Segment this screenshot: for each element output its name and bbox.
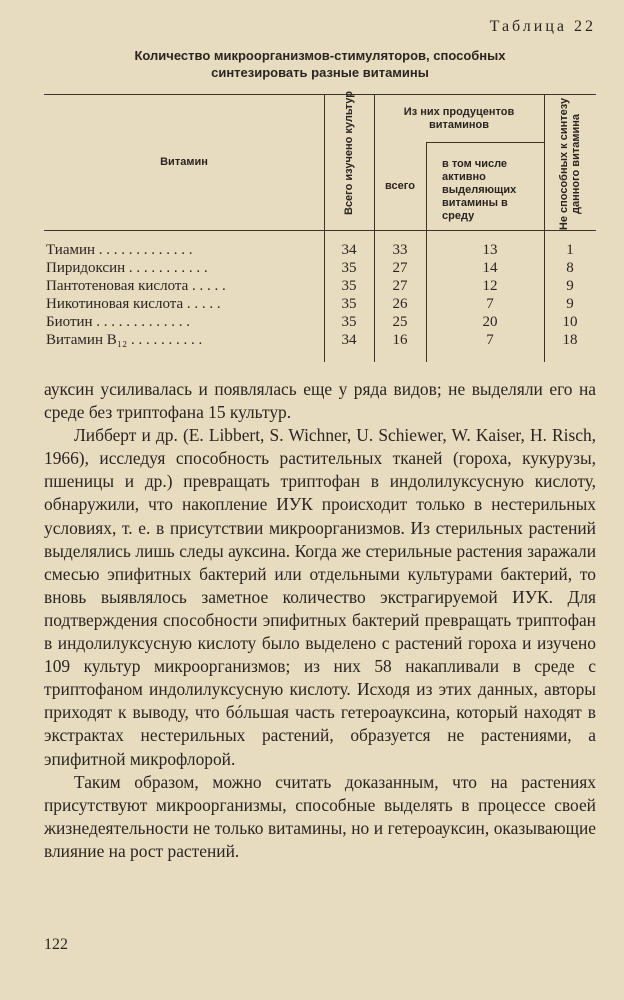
not-capable-value: 9 bbox=[566, 278, 574, 294]
not-capable-value: 8 bbox=[566, 260, 574, 276]
producers-value: 27 bbox=[392, 278, 408, 294]
total-value: 35 bbox=[341, 278, 357, 294]
vitamin-name: Тиамин . . . . . . . . . . . . . bbox=[46, 242, 193, 258]
table-title bbox=[80, 47, 560, 81]
table-row bbox=[44, 313, 596, 331]
col-header-vitamin: Витамин bbox=[160, 156, 208, 168]
active-value: 12 bbox=[482, 278, 498, 294]
body-text bbox=[44, 378, 596, 863]
col-header-producers: Из них продуцентов витаминов bbox=[403, 106, 515, 131]
table-title-line2: синтезировать разные витамины bbox=[211, 65, 429, 80]
active-value: 20 bbox=[482, 314, 498, 330]
total-value: 35 bbox=[341, 260, 357, 276]
vitamin-name: Витамин B₁₂ . . . . . . . . . . bbox=[46, 332, 203, 348]
active-value: 13 bbox=[482, 242, 498, 258]
paragraph: Либберт и др. (E. Libbert, S. Wichner, U. Schiewer, W. Kaiser, H. Risch, 1966), исследуя способность растительных тканей (гороха, кукурузы, пшеницы и др.) превращать триптофан в индолилуксусную кислоту, обнаружили, что накопление ИУК происходит только в нестерильных условиях, т. е. в присутствии микроорганизмов. Из стерильных растений выделялись лишь следы ауксина. Когда же стерильные растения заражали смесью эпифитных бактерий или отдельными культурами бактерий, то вновь выявлялось заметное количество экстрагируемой ИУК. Для подтверждения способности эпифитных бактерий превращать триптофан в индолилуксусную кислоту было выделено с растений гороха и изучено 109 культур микроорганизмов; из них 58 накапливали в среде с триптофаном индолилуксусную кислоту. Исходя из этих данных, авторы приходят к выводу, что бóльшая часть гетероауксина, который находят в экстрактах нестерильных растений, образуется не растениями, а эпифитной микрофлорой. bbox=[44, 425, 596, 769]
vitamin-table bbox=[44, 90, 596, 362]
total-value: 34 bbox=[341, 242, 357, 258]
vitamin-name: Биотин . . . . . . . . . . . . . bbox=[46, 314, 191, 330]
producers-value: 33 bbox=[392, 242, 408, 258]
col-header-not-capable: Не способных к синтезу данного витамина bbox=[558, 97, 582, 231]
producers-subrule bbox=[426, 142, 544, 143]
table-row bbox=[44, 295, 596, 313]
not-capable-value: 9 bbox=[566, 296, 574, 312]
not-capable-value: 10 bbox=[562, 314, 578, 330]
paragraph: ауксин усиливалась и появлялась еще у ряда видов; не выделяли его на среде без триптофана 15 культур. bbox=[44, 379, 596, 423]
table-top-rule bbox=[44, 94, 596, 95]
producers-value: 27 bbox=[392, 260, 408, 276]
producers-value: 16 bbox=[392, 332, 408, 348]
paragraph: Таким образом, можно считать доказанным, что на растениях присутствуют микроорганизмы, способные выделять в процессе своей жизнедеятельности не только витамины, но и гетероауксин, оказывающие влияние на рост растений. bbox=[44, 771, 596, 861]
vitamin-name: Пиридоксин . . . . . . . . . . . bbox=[46, 260, 208, 276]
col-header-all: всего bbox=[385, 180, 415, 192]
vitamin-name: Никотиновая кислота . . . . . bbox=[46, 296, 221, 312]
producers-value: 26 bbox=[392, 296, 408, 312]
active-value: 14 bbox=[482, 260, 498, 276]
total-value: 35 bbox=[341, 314, 357, 330]
total-value: 34 bbox=[341, 332, 357, 348]
table-row bbox=[44, 241, 596, 259]
vitamin-name: Пантотеновая кислота . . . . . bbox=[46, 278, 226, 294]
not-capable-value: 18 bbox=[562, 332, 578, 348]
page-number: 122 bbox=[44, 936, 68, 953]
col-header-total: Всего изучено культур bbox=[343, 90, 355, 215]
not-capable-value: 1 bbox=[566, 242, 574, 258]
table-row bbox=[44, 331, 596, 349]
active-value: 7 bbox=[486, 296, 494, 312]
total-value: 35 bbox=[341, 296, 357, 312]
table-label: Таблица 22 bbox=[489, 18, 596, 35]
active-value: 7 bbox=[486, 332, 494, 348]
table-row bbox=[44, 259, 596, 277]
producers-value: 25 bbox=[392, 314, 408, 330]
header-bottom-rule bbox=[44, 230, 596, 231]
col-header-active: в том числе активно выделяющих витамины в среду bbox=[442, 158, 517, 222]
table-row bbox=[44, 277, 596, 295]
table-title-line1: Количество микроорганизмов-стимуляторов, способных bbox=[134, 48, 506, 63]
